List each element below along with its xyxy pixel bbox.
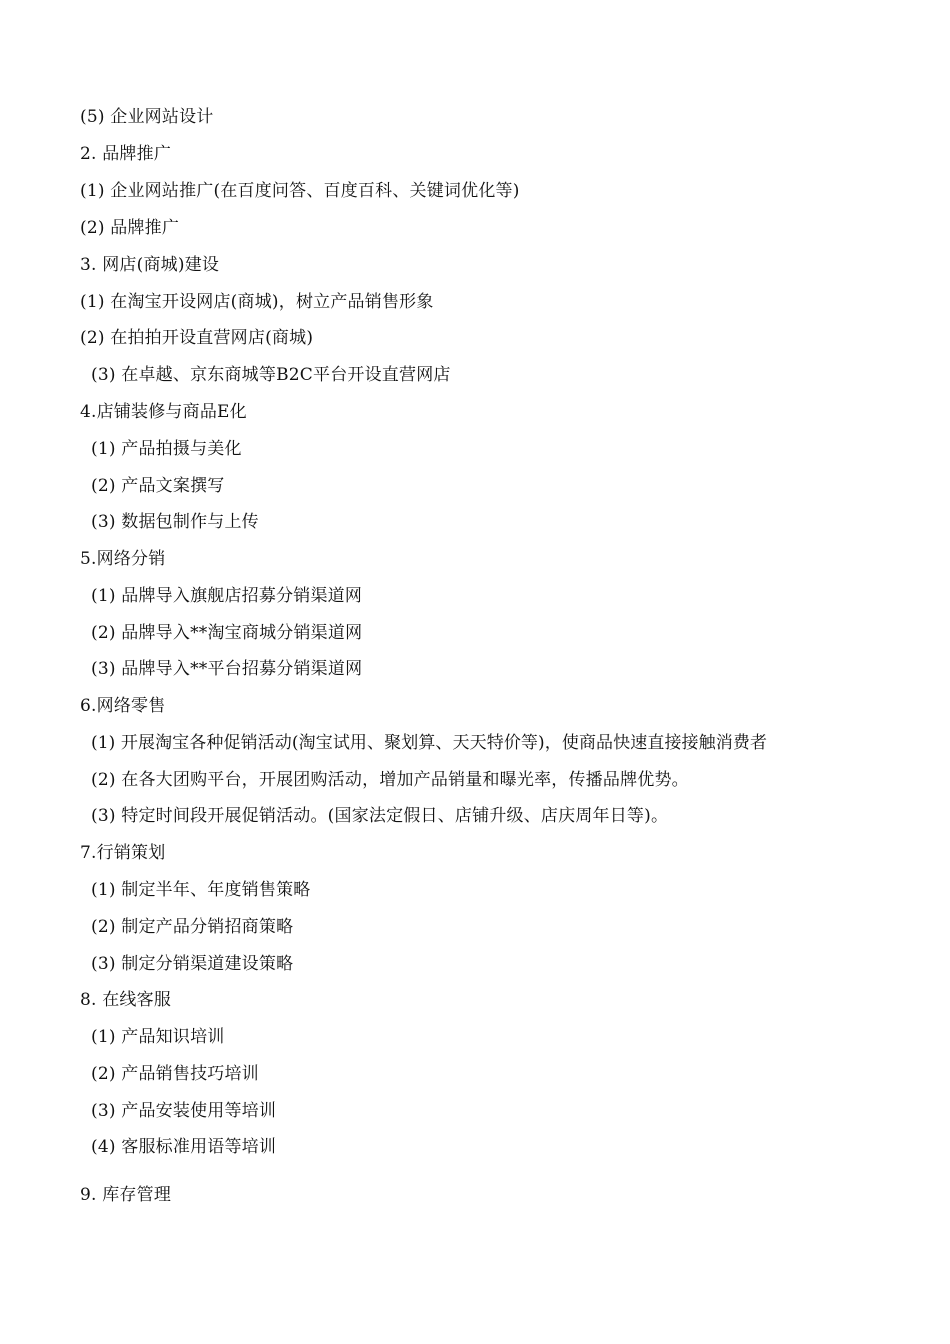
list-item: (1) 品牌导入旗舰店招募分销渠道网 xyxy=(91,586,363,606)
section-heading: 8. 在线客服 xyxy=(80,990,172,1010)
list-item: (1) 企业网站推广(在百度问答、百度百科、关键词优化等) xyxy=(80,181,520,201)
section-heading: 6.网络零售 xyxy=(80,696,166,716)
list-item: (2) 品牌推广 xyxy=(80,218,180,238)
list-item: (5) 企业网站设计 xyxy=(80,107,214,127)
list-item: (2) 在拍拍开设直营网店(商城) xyxy=(80,328,314,348)
list-item: (3) 制定分销渠道建设策略 xyxy=(91,954,294,974)
list-item: (1) 产品拍摄与美化 xyxy=(91,439,242,459)
list-item: (2) 品牌导入**淘宝商城分销渠道网 xyxy=(91,623,363,643)
list-item: (1) 在淘宝开设网店(商城)，树立产品销售形象 xyxy=(80,292,434,312)
list-item: (3) 产品安装使用等培训 xyxy=(91,1101,277,1121)
list-item: (1) 产品知识培训 xyxy=(91,1027,225,1047)
section-heading: 7.行销策划 xyxy=(80,843,166,863)
list-item: (4) 客服标准用语等培训 xyxy=(91,1137,277,1157)
section-heading: 2. 品牌推广 xyxy=(80,144,172,164)
section-heading: 9. 库存管理 xyxy=(80,1185,172,1205)
list-item: (3) 数据包制作与上传 xyxy=(91,512,259,532)
list-item: (1) 开展淘宝各种促销活动(淘宝试用、聚划算、天天特价等)，使商品快速直接接触消费者 xyxy=(91,733,768,753)
section-heading: 3. 网店(商城)建设 xyxy=(80,255,220,275)
list-item: (2) 产品文案撰写 xyxy=(91,476,225,496)
section-heading: 4.店铺装修与商品E化 xyxy=(80,402,247,422)
list-item: (2) 在各大团购平台，开展团购活动，增加产品销量和曝光率，传播品牌优势。 xyxy=(91,770,689,790)
list-item: (1) 制定半年、年度销售策略 xyxy=(91,880,311,900)
section-heading: 5.网络分销 xyxy=(80,549,166,569)
list-item: (2) 制定产品分销招商策略 xyxy=(91,917,294,937)
list-item: (3) 特定时间段开展促销活动。(国家法定假日、店铺升级、店庆周年日等)。 xyxy=(91,806,669,826)
list-item: (2) 产品销售技巧培训 xyxy=(91,1064,259,1084)
list-item: (3) 品牌导入**平台招募分销渠道网 xyxy=(91,659,363,679)
list-item: (3) 在卓越、京东商城等B2C平台开设直营网店 xyxy=(91,365,451,385)
